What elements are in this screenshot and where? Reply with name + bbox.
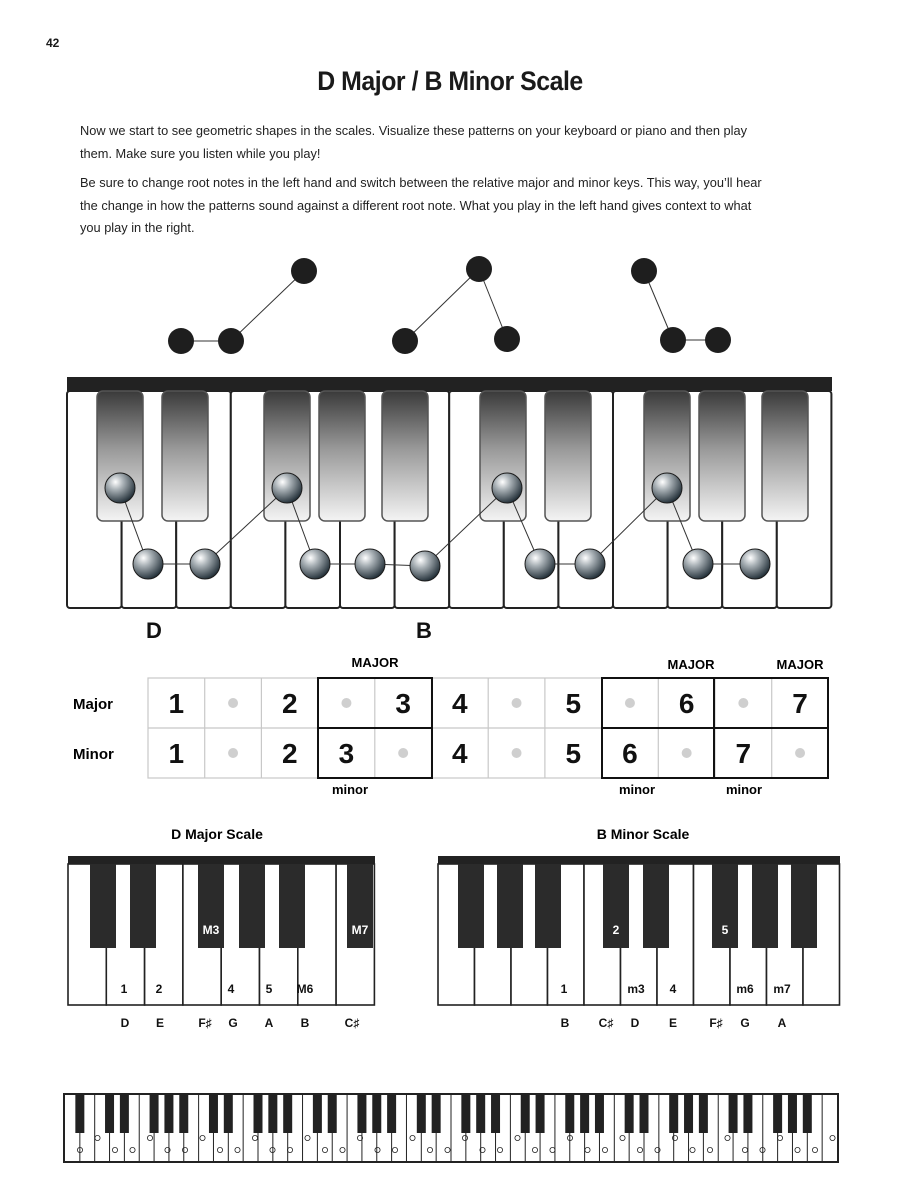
strip-black-key [773, 1095, 782, 1133]
black-key [752, 864, 778, 948]
note-name: A [777, 1016, 787, 1030]
note-name: G [740, 1016, 750, 1030]
strip-black-key [432, 1095, 441, 1133]
scale-note-marker [190, 549, 220, 579]
scale-note-marker [652, 473, 682, 503]
strip-black-key [803, 1095, 812, 1133]
strip-black-key [209, 1095, 218, 1133]
pattern-dot [466, 256, 492, 282]
d-major-title: D Major Scale [171, 826, 263, 842]
black-key-label: M3 [202, 923, 220, 937]
top-label-major: MAJOR [776, 657, 824, 672]
strip-black-key [580, 1095, 589, 1133]
table-cell: 4 [452, 738, 468, 769]
table-cell: 5 [565, 688, 582, 719]
black-key-label: 2 [612, 923, 620, 937]
strip-black-key [595, 1095, 604, 1133]
root-label-d: D [146, 618, 162, 643]
white-key-label: 2 [155, 982, 163, 996]
d-major-keyboard [60, 820, 380, 1040]
main-keyboard [0, 370, 900, 650]
strip-black-key [75, 1095, 84, 1133]
strip-black-key [743, 1095, 752, 1133]
strip-black-key [150, 1095, 159, 1133]
strip-black-key [387, 1095, 396, 1133]
black-key [90, 864, 116, 948]
strip-black-key [669, 1095, 678, 1133]
table-cell: 5 [565, 738, 582, 769]
strip-black-key [788, 1095, 797, 1133]
table-dot [738, 698, 748, 708]
pattern-dot [705, 327, 731, 353]
strip-black-key [521, 1095, 530, 1133]
pattern-dot [218, 328, 244, 354]
scale-note-marker [300, 549, 330, 579]
top-label-major: MAJOR [351, 655, 399, 670]
note-name: G [228, 1016, 238, 1030]
b-minor-keyboard [430, 820, 850, 1040]
strip-black-key [254, 1095, 263, 1133]
table-dot [341, 698, 351, 708]
strip-black-key [179, 1095, 188, 1133]
bottom-label-minor: minor [725, 782, 763, 797]
note-name: E [668, 1016, 678, 1030]
table-dot [398, 748, 408, 758]
table-cell: 3 [395, 688, 411, 719]
black-key [239, 864, 265, 948]
table-cell: 2 [281, 688, 298, 719]
table-dot [228, 698, 238, 708]
pattern-dot [291, 258, 317, 284]
pattern-dot [392, 328, 418, 354]
scale-note-marker [133, 549, 163, 579]
black-key [382, 391, 428, 521]
strip-black-key [625, 1095, 634, 1133]
page-title: D Major / B Minor Scale [317, 66, 583, 96]
black-key [497, 864, 523, 948]
white-key-label: 5 [265, 982, 273, 996]
black-key [762, 391, 808, 521]
pattern-shapes [0, 250, 900, 360]
scale-note-marker [575, 549, 605, 579]
strip-black-key [120, 1095, 129, 1133]
strip-black-key [313, 1095, 322, 1133]
strip-black-key [328, 1095, 337, 1133]
scale-note-marker [492, 473, 522, 503]
note-name: B [560, 1016, 570, 1030]
root-label-b: B [416, 618, 432, 643]
note-name: E [155, 1016, 165, 1030]
note-name: A [264, 1016, 274, 1030]
table-cell: 1 [168, 738, 185, 769]
pattern-dot [660, 327, 686, 353]
white-key-label: M6 [296, 982, 314, 996]
black-key-label: M7 [351, 923, 369, 937]
note-name: B [300, 1016, 310, 1030]
bottom-label-minor: minor [331, 782, 369, 797]
table-cell: 3 [338, 738, 355, 769]
note-name: F♯ [709, 1016, 723, 1030]
black-key [545, 391, 591, 521]
black-key-label: 5 [721, 923, 729, 937]
black-key [699, 391, 745, 521]
top-label-major: MAJOR [667, 657, 715, 672]
pattern-dot [168, 328, 194, 354]
note-name: C♯ [344, 1016, 360, 1030]
strip-black-key [268, 1095, 277, 1133]
interval-table [0, 650, 900, 805]
pattern-dot [494, 326, 520, 352]
strip-black-key [164, 1095, 173, 1133]
note-name: C♯ [598, 1016, 614, 1030]
black-key [458, 864, 484, 948]
table-dot [512, 748, 522, 758]
note-name: F♯ [198, 1016, 212, 1030]
table-cell: 6 [622, 738, 638, 769]
strip-black-key [699, 1095, 708, 1133]
table-cell: 6 [678, 688, 695, 719]
note-name: D [630, 1016, 640, 1030]
intro-paragraph: Now we start to see geometric shapes in the scales. Visualize these patterns on your keyboard or piano and then play them. Make sure you listen while you play! [80, 123, 748, 161]
instruction-paragraph: Be sure to change root notes in the left hand and switch between the relative major and minor keys. This way, you’ll hear the change in how the patterns sound against a different root note. What you play in the left hand gives context to what you play in the right. [80, 175, 762, 235]
page-number: 42 [46, 36, 60, 50]
white-key-label: 1 [560, 982, 568, 996]
strip-black-key [357, 1095, 366, 1133]
strip-black-key [224, 1095, 233, 1133]
table-cell: 4 [452, 688, 468, 719]
scale-note-marker [355, 549, 385, 579]
black-key [643, 864, 669, 948]
strip-black-key [461, 1095, 470, 1133]
strip-black-key [684, 1095, 693, 1133]
b-minor-title: B Minor Scale [596, 826, 690, 842]
black-key [791, 864, 817, 948]
strip-black-key [640, 1095, 649, 1133]
table-dot [795, 748, 805, 758]
black-key [162, 391, 208, 521]
table-cell: 1 [168, 688, 185, 719]
table-dot [228, 748, 238, 758]
strip-black-key [372, 1095, 381, 1133]
white-key-label: m6 [736, 982, 754, 996]
strip-black-key [105, 1095, 114, 1133]
full-keyboard-strip [60, 1090, 845, 1170]
strip-black-key [491, 1095, 500, 1133]
strip-black-key [283, 1095, 292, 1133]
table-cell: 2 [281, 738, 298, 769]
table-cell: 7 [735, 738, 752, 769]
white-key-label: 4 [227, 982, 235, 996]
pattern-dot [631, 258, 657, 284]
row-label-major: Major [73, 696, 114, 713]
note-name: D [120, 1016, 130, 1030]
white-key-label: 4 [669, 982, 677, 996]
black-key [279, 864, 305, 948]
strip-black-key [417, 1095, 426, 1133]
table-dot [625, 698, 635, 708]
black-key [319, 391, 365, 521]
table-dot [512, 698, 522, 708]
scale-note-marker [740, 549, 770, 579]
strip-black-key [476, 1095, 485, 1133]
table-cell: 7 [792, 688, 808, 719]
black-key [130, 864, 156, 948]
strip-black-key [565, 1095, 574, 1133]
strip-black-key [729, 1095, 738, 1133]
white-key-label: 1 [120, 982, 128, 996]
row-label-minor: Minor [73, 746, 114, 763]
scale-note-marker [105, 473, 135, 503]
table-dot [682, 748, 692, 758]
bottom-label-minor: minor [618, 782, 656, 797]
scale-note-marker [683, 549, 713, 579]
strip-black-key [536, 1095, 545, 1133]
scale-note-marker [272, 473, 302, 503]
white-key-label: m7 [773, 982, 791, 996]
black-key [535, 864, 561, 948]
white-key-label: m3 [627, 982, 645, 996]
scale-note-marker [410, 551, 440, 581]
scale-note-marker [525, 549, 555, 579]
